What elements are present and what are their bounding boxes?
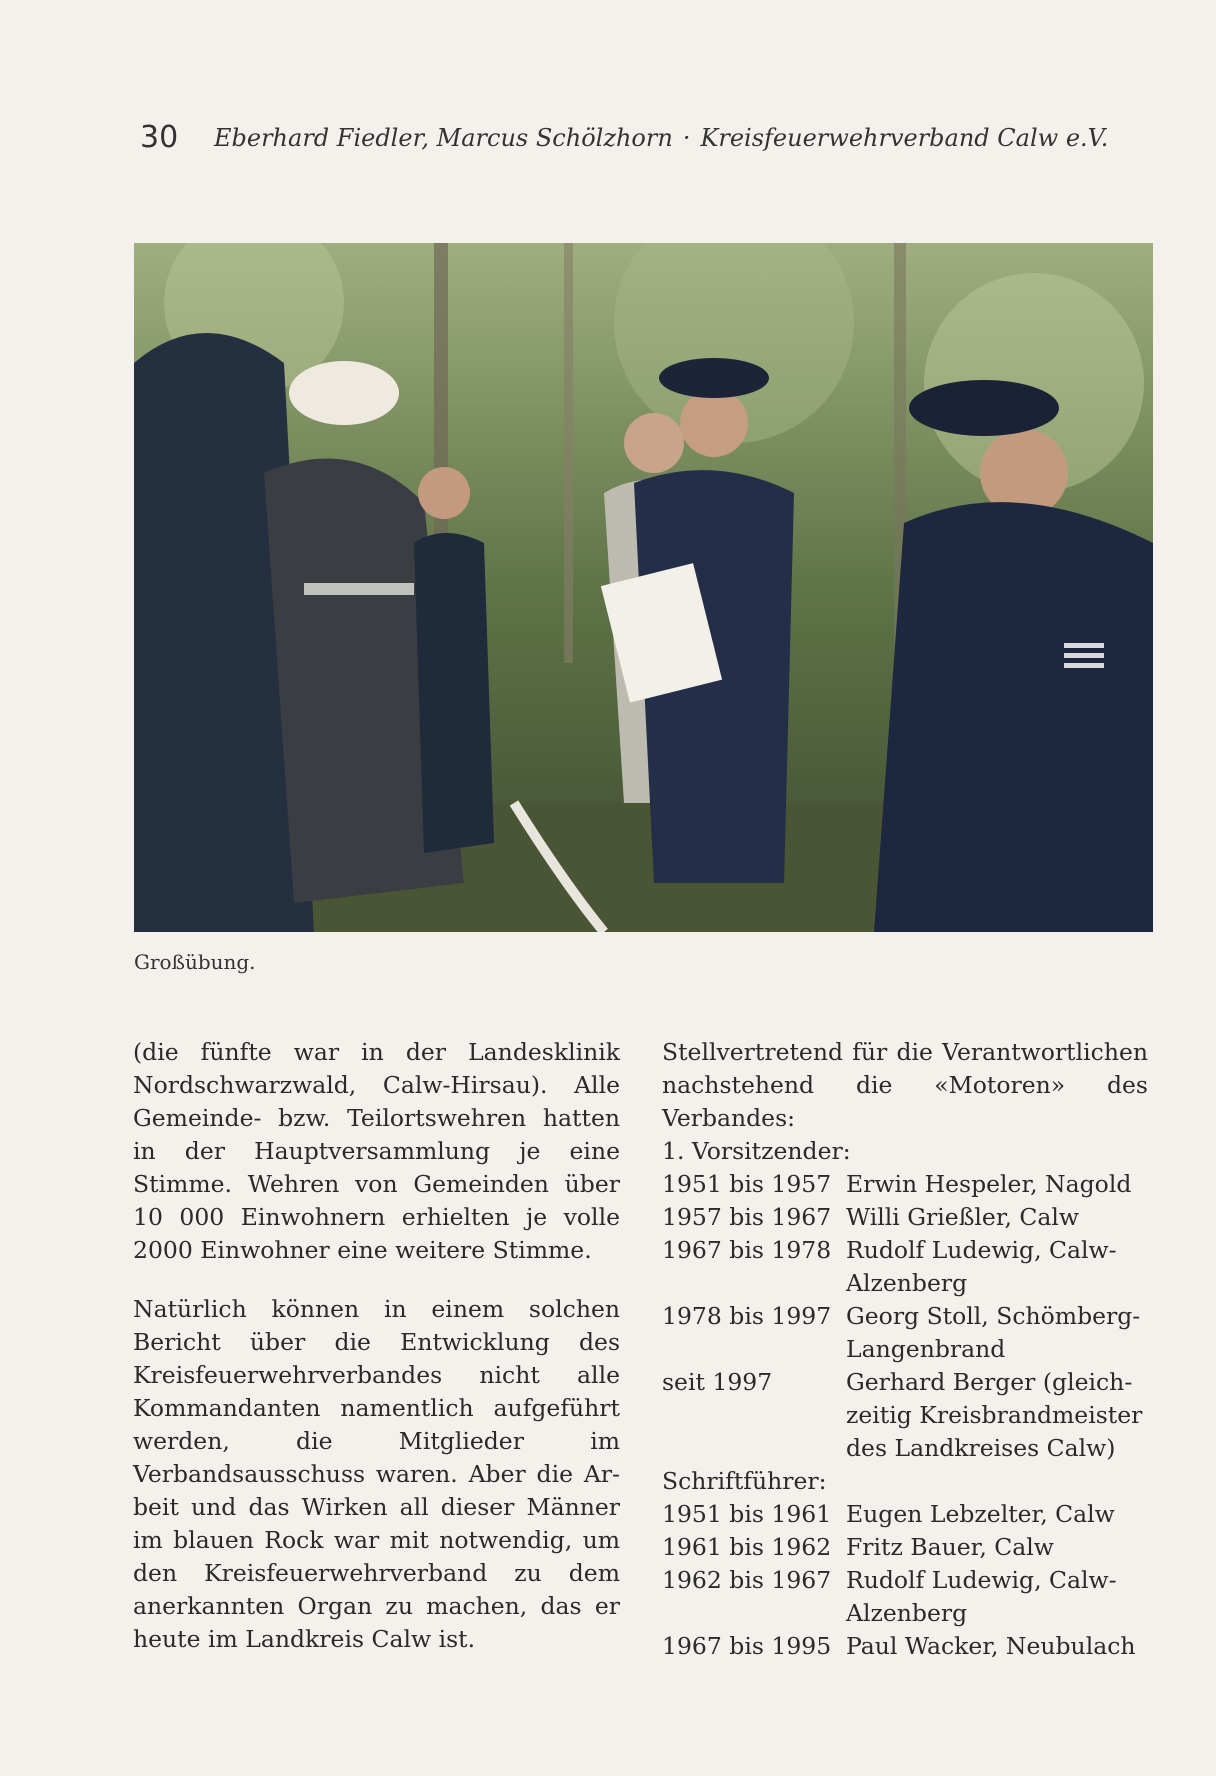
intro-paragraph: Stellvertretend für die Verantwortlichen nachstehend die «Motoren» des Verbandes: [662, 1038, 1148, 1132]
person-name: Rudolf Ludewig, Calw-Alzenberg [846, 1236, 1117, 1297]
term-years: 1962 bis 1967 [662, 1566, 832, 1594]
list-item [662, 1630, 1148, 1663]
right-column [662, 1036, 1148, 1663]
term-years: 1961 bis 1962 [662, 1533, 832, 1561]
publication-title: Kreisfeuerwehrverband Calw e.V. [700, 124, 1109, 152]
title-separator: · [682, 124, 691, 152]
list-item [662, 1201, 1148, 1234]
term-years: 1967 bis 1995 [662, 1632, 832, 1660]
term-years: 1951 bis 1957 [662, 1170, 832, 1198]
person-name: Erwin Hespeler, Nagold [846, 1170, 1132, 1198]
term-years: 1957 bis 1967 [662, 1203, 832, 1231]
person-name: Fritz Bauer, Calw [846, 1533, 1054, 1561]
term-years: 1951 bis 1961 [662, 1500, 832, 1528]
authors: Eberhard Fiedler, Marcus Schölzhorn [214, 124, 673, 152]
person-name: Paul Wacker, Neubulach [846, 1632, 1136, 1660]
page-number: 30 [140, 120, 179, 155]
list-item [662, 1366, 1148, 1465]
term-years: seit 1997 [662, 1368, 773, 1396]
left-column [133, 1036, 620, 1682]
person-name: Willi Grießler, Calw [846, 1203, 1080, 1231]
paragraph: Natürlich können in einem solchen Bericht über die Entwicklung des Kreisfeuerwehrverbandes nicht alle Kommandanten namentlich aufgeführt werden, die Mitglieder im Verbandsausschuss waren. Aber die Arbeit und das Wirken all dieser Männer im blauen Rock war mit notwendig, um den Kreisfeuerwehrverband zu dem anerkannten Organ zu machen, das er heute im Landkreis Calw ist. [133, 1295, 620, 1653]
secretaries-heading: Schriftführer: [662, 1467, 827, 1495]
person-name: Rudolf Ludewig, Calw-Alzenberg [846, 1566, 1117, 1627]
running-header [140, 120, 1136, 160]
photo-illustration [134, 243, 1153, 932]
list-item [662, 1564, 1148, 1630]
person-name: Eugen Lebzelter, Calw [846, 1500, 1115, 1528]
list-item [662, 1168, 1148, 1201]
term-years: 1978 bis 1997 [662, 1302, 832, 1330]
paragraph: (die fünfte war in der Landesklinik Nordschwarzwald, Calw-Hirsau). Alle Gemeinde- bzw. Teilortswehren hatten in der Hauptversammlung je eine Stimme. Wehren von Gemeinden über 10 000 Einwohnern erhielten je volle 2000 Einwohner eine weitere Stimme. [133, 1038, 620, 1264]
chairmen-heading: 1. Vorsitzender: [662, 1137, 851, 1165]
list-item [662, 1531, 1148, 1564]
term-years: 1967 bis 1978 [662, 1236, 832, 1264]
person-name: Gerhard Berger (gleichzeitig Kreisbrandmeister des Landkreises Calw) [846, 1368, 1143, 1462]
list-item [662, 1498, 1148, 1531]
list-item [662, 1234, 1148, 1300]
running-title [214, 124, 1108, 152]
photo-caption: Großübung. [134, 950, 256, 974]
person-name: Georg Stoll, Schömberg-Langenbrand [846, 1302, 1141, 1363]
list-item [662, 1300, 1148, 1366]
exercise-photo [134, 243, 1153, 932]
